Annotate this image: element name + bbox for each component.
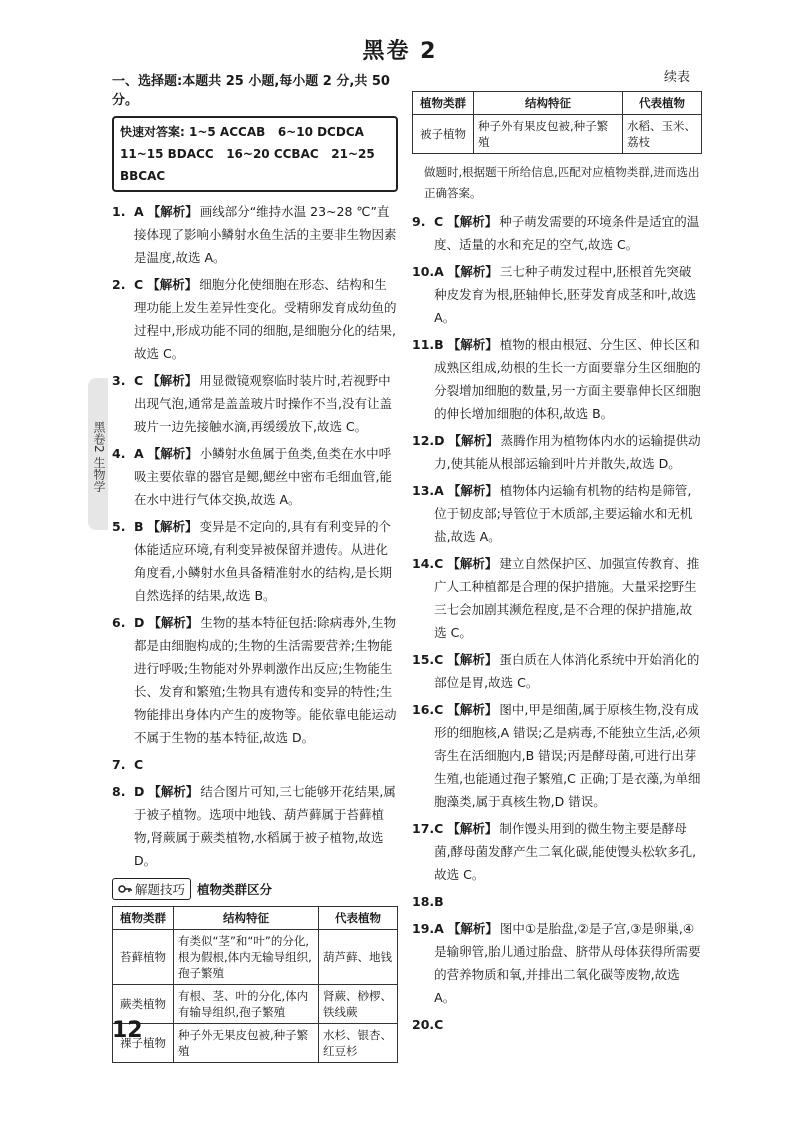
analysis-tag: 【解析】 [447, 652, 498, 667]
question-body [434, 429, 702, 475]
tip-title: 植物类群区分 [197, 882, 273, 897]
table-cell: 裸子植物 [113, 1024, 174, 1063]
analysis-tag: 【解析】 [147, 446, 198, 461]
answer-letter: D [434, 433, 445, 448]
question-number: 5. [112, 519, 126, 534]
analysis-text: 画线部分“维持水温 23~28 ℃”直接体现了影响小鳞射水鱼生活的主要非生物因素是温度,故选 A。 [134, 204, 397, 265]
analysis-text: 蒸腾作用为植物体内水的运输提供动力,使其能从根部运输到叶片并散失,故选 D。 [434, 433, 701, 471]
table-cell: 被子植物 [413, 115, 474, 154]
question-item [412, 333, 702, 425]
table-header: 植物类群 [413, 92, 474, 115]
answer-letter: B [134, 519, 144, 534]
question-body [434, 648, 702, 694]
question-number: 8. [112, 784, 126, 799]
answer-letter: B [434, 894, 444, 909]
analysis-tag: 【解析】 [447, 556, 498, 571]
table-cell: 种子外无果皮包被,种子繁殖 [174, 1024, 319, 1063]
analysis-tag: 【解析】 [447, 337, 498, 352]
quick-answers-label: 快速对答案: [120, 125, 185, 139]
question-body [134, 369, 398, 438]
question-body [134, 442, 398, 511]
answer-letter: C [134, 757, 144, 772]
question-number: 1. [112, 204, 126, 219]
analysis-tag: 【解析】 [447, 483, 498, 498]
answer-letter: C [434, 214, 444, 229]
question-number: 3. [112, 373, 126, 388]
question-body [434, 917, 702, 1009]
question-body [434, 479, 702, 548]
answer-letter: C [134, 277, 144, 292]
question-body [434, 890, 702, 913]
analysis-text: 植物的根由根冠、分生区、伸长区和成熟区组成,幼根的生长一方面要靠分生区细胞的分裂增加细胞的数量,另一方面主要靠伸长区细胞的伸长增加细胞的体积,故选 B。 [434, 337, 701, 421]
question-body [434, 698, 702, 813]
continued-label: 续表 [663, 70, 690, 85]
question-number: 14. [412, 556, 435, 571]
question-number: 11. [412, 337, 435, 352]
answer-letter: C [434, 821, 444, 836]
question-item [412, 552, 702, 644]
answer-letter: C [434, 556, 444, 571]
question-item [112, 515, 398, 607]
quick-answer-group: 21~25 BBCAC [120, 147, 375, 183]
question-item [412, 429, 702, 475]
analysis-text: 生物的基本特征包括:除病毒外,生物都是由细胞构成的;生物的生活需要营养;生物能进行呼吸;生物能对外界刺激作出反应;生物能生长、发育和繁殖;生物具有遗传和变异的特性;生物能排出身体内产生的废物等。能依靠电能运动不属于生物的基本特征,故选 D。 [134, 615, 397, 745]
analysis-tag: 【解析】 [147, 373, 198, 388]
table-header: 代表植物 [319, 907, 398, 930]
table-note: 做题时,根据题干所给信息,匹配对应植物类群,进而选出正确答案。 [424, 165, 700, 200]
question-number: 12. [412, 433, 435, 448]
answer-letter: D [134, 615, 145, 630]
analysis-text: 细胞分化使细胞在形态、结构和生理功能上发生差异性变化。受精卵发育成幼鱼的过程中,形成功能不同的细胞,是细胞分化的结果,故选 C。 [134, 277, 397, 361]
question-number: 16. [412, 702, 435, 717]
analysis-tag: 【解析】 [447, 264, 498, 279]
analysis-text: 小鳞射水鱼属于鱼类,鱼类在水中呼吸主要依靠的器官是鳃,鳃丝中密布毛细血管,能在水中进行气体交换,故选 A。 [134, 446, 392, 507]
table-cell: 有类似“茎”和“叶”的分化,根为假根,体内无输导组织,孢子繁殖 [174, 930, 319, 985]
answer-letter: A [434, 264, 444, 279]
question-item [112, 200, 398, 269]
answer-letter: C [434, 702, 444, 717]
answer-letter: C [434, 1017, 444, 1032]
analysis-tag: 【解析】 [148, 615, 199, 630]
answer-letter: D [134, 784, 145, 799]
page-title: 黑卷 2 [362, 39, 438, 64]
question-number: 18. [412, 894, 435, 909]
question-item [412, 260, 702, 329]
question-body [434, 210, 702, 256]
analysis-tag: 【解析】 [147, 204, 198, 219]
analysis-text: 变异是不定向的,具有有利变异的个体能适应环境,有利变异被保留并遗传。从进化角度看,小鳞射水鱼具备精准射水的结构,是长期自然选择的结果,故选 B。 [134, 519, 392, 603]
left-column [112, 64, 398, 1063]
table-cell: 种子外有果皮包被,种子繁殖 [474, 115, 623, 154]
table-row [113, 985, 398, 1024]
analysis-tag: 【解析】 [148, 784, 199, 799]
question-number: 17. [412, 821, 435, 836]
question-item [412, 1013, 702, 1036]
question-item [412, 917, 702, 1009]
right-question-list [412, 210, 702, 1036]
analysis-tag: 【解析】 [147, 519, 198, 534]
analysis-text: 三七种子萌发过程中,胚根首先突破种皮发育为根,胚轴伸长,胚芽发育成茎和叶,故选 A。 [434, 264, 697, 325]
answer-letter: A [434, 483, 444, 498]
question-body [434, 333, 702, 425]
table-cell: 肾蕨、桫椤、铁线蕨 [319, 985, 398, 1024]
table-row [413, 115, 702, 154]
question-number: 15. [412, 652, 435, 667]
page-number: 12 [112, 1018, 143, 1043]
quick-answers-box [112, 116, 398, 192]
analysis-tag: 【解析】 [447, 921, 498, 936]
question-item [112, 780, 398, 872]
tip-box-label: 解题技巧 [135, 882, 186, 897]
question-item [112, 442, 398, 511]
table-cell: 苔藓植物 [113, 930, 174, 985]
question-item [112, 369, 398, 438]
quick-answer-group: 6~10 DCDCA [277, 125, 364, 139]
answer-letter: A [134, 446, 144, 461]
question-item [412, 479, 702, 548]
question-item [412, 890, 702, 913]
plant-group-table [112, 906, 398, 1063]
question-number: 2. [112, 277, 126, 292]
table-cell: 有根、茎、叶的分化,体内有输导组织,孢子繁殖 [174, 985, 319, 1024]
question-number: 19. [412, 921, 435, 936]
tip-box [112, 878, 191, 900]
analysis-text: 蛋白质在人体消化系统中开始消化的部位是胃,故选 C。 [434, 652, 700, 690]
left-question-list [112, 200, 398, 872]
analysis-text: 结合图片可知,三七能够开花结果,属于被子植物。选项中地钱、葫芦藓属于苔藓植物,肾蕨属于蕨类植物,水稻属于被子植物,故选 D。 [134, 784, 396, 868]
question-item [112, 273, 398, 365]
table-cell: 葫芦藓、地钱 [319, 930, 398, 985]
table-header: 植物类群 [113, 907, 174, 930]
question-body [434, 260, 702, 329]
answer-letter: B [434, 337, 444, 352]
plant-group-table-continued [412, 91, 702, 154]
answer-letter: A [434, 921, 444, 936]
quick-answer-group: 1~5 ACCAB [189, 125, 266, 139]
question-item [112, 753, 398, 776]
analysis-tag: 【解析】 [447, 214, 498, 229]
question-number: 10. [412, 264, 435, 279]
tip-header [112, 878, 398, 900]
table-header: 结构特征 [474, 92, 623, 115]
side-tab: 黑卷2 生物学 [88, 378, 108, 530]
analysis-text: 建立自然保护区、加强宣传教育、推广人工种植都是合理的保护措施。大量采挖野生三七会加剧其濒危程度,是不合理的保护措施,故选 C。 [434, 556, 700, 640]
analysis-text: 用显微镜观察临时装片时,若视野中出现气泡,通常是盖盖玻片时操作不当,没有让盖玻片一边先接触水滴,再缓缓放下,故选 C。 [134, 373, 392, 434]
question-number: 6. [112, 615, 126, 630]
question-item [112, 611, 398, 749]
analysis-text: 种子萌发需要的环境条件是适宜的温度、适量的水和充足的空气,故选 C。 [434, 214, 700, 252]
question-body [134, 611, 398, 749]
question-item [412, 648, 702, 694]
question-item [412, 698, 702, 813]
question-number: 4. [112, 446, 126, 461]
quick-answer-group: 16~20 CCBAC [226, 147, 319, 161]
table-header: 代表植物 [623, 92, 702, 115]
question-body [134, 515, 398, 607]
analysis-tag: 【解析】 [448, 433, 499, 448]
question-number: 7. [112, 757, 126, 772]
question-item [412, 210, 702, 256]
analysis-tag: 【解析】 [147, 277, 198, 292]
question-body [434, 552, 702, 644]
analysis-tag: 【解析】 [447, 821, 498, 836]
question-body [434, 817, 702, 886]
question-body [134, 273, 398, 365]
question-number: 20. [412, 1017, 435, 1032]
question-number: 13. [412, 483, 435, 498]
quick-answer-group: 11~15 BDACC [120, 147, 214, 161]
table-cell: 蕨类植物 [113, 985, 174, 1024]
analysis-text: 图中①是胎盘,②是子宫,③是卵巢,④是输卵管,胎儿通过胎盘、脐带从母体获得所需要的营养物质和氧,并排出二氧化碳等废物,故选 A。 [434, 921, 701, 1005]
analysis-text: 植物体内运输有机物的结构是筛管,位于韧皮部;导管位于木质部,主要运输水和无机盐,故选 A。 [434, 483, 693, 544]
question-number: 9. [412, 214, 426, 229]
analysis-text: 制作馒头用到的微生物主要是酵母菌,酵母菌发酵产生二氧化碳,能使馒头松软多孔,故选 C。 [434, 821, 697, 882]
question-item [412, 817, 702, 886]
analysis-text: 图中,甲是细菌,属于原核生物,没有成形的细胞核,A 错误;乙是病毒,不能独立生活,必须寄生在活细胞内,B 错误;丙是酵母菌,可进行出芽生殖,也能通过孢子繁殖,C 正确;丁是衣藻,为单细胞藻类,属于真核生物,D 错误。 [434, 702, 701, 809]
answer-letter: C [434, 652, 444, 667]
question-body [134, 753, 398, 776]
table-row [113, 930, 398, 985]
table-row [113, 1024, 398, 1063]
question-body [134, 200, 398, 269]
key-icon [118, 883, 132, 895]
table-cell: 水杉、银杏、红豆杉 [319, 1024, 398, 1063]
question-body [134, 780, 398, 872]
analysis-tag: 【解析】 [447, 702, 498, 717]
table-cell: 水稻、玉米、荔枝 [623, 115, 702, 154]
table-header: 结构特征 [174, 907, 319, 930]
section-header: 一、选择题:本题共 25 小题,每小题 2 分,共 50 分。 [112, 74, 390, 108]
question-body [434, 1013, 702, 1036]
right-column [412, 64, 702, 1040]
answer-letter: A [134, 204, 144, 219]
answer-letter: C [134, 373, 144, 388]
